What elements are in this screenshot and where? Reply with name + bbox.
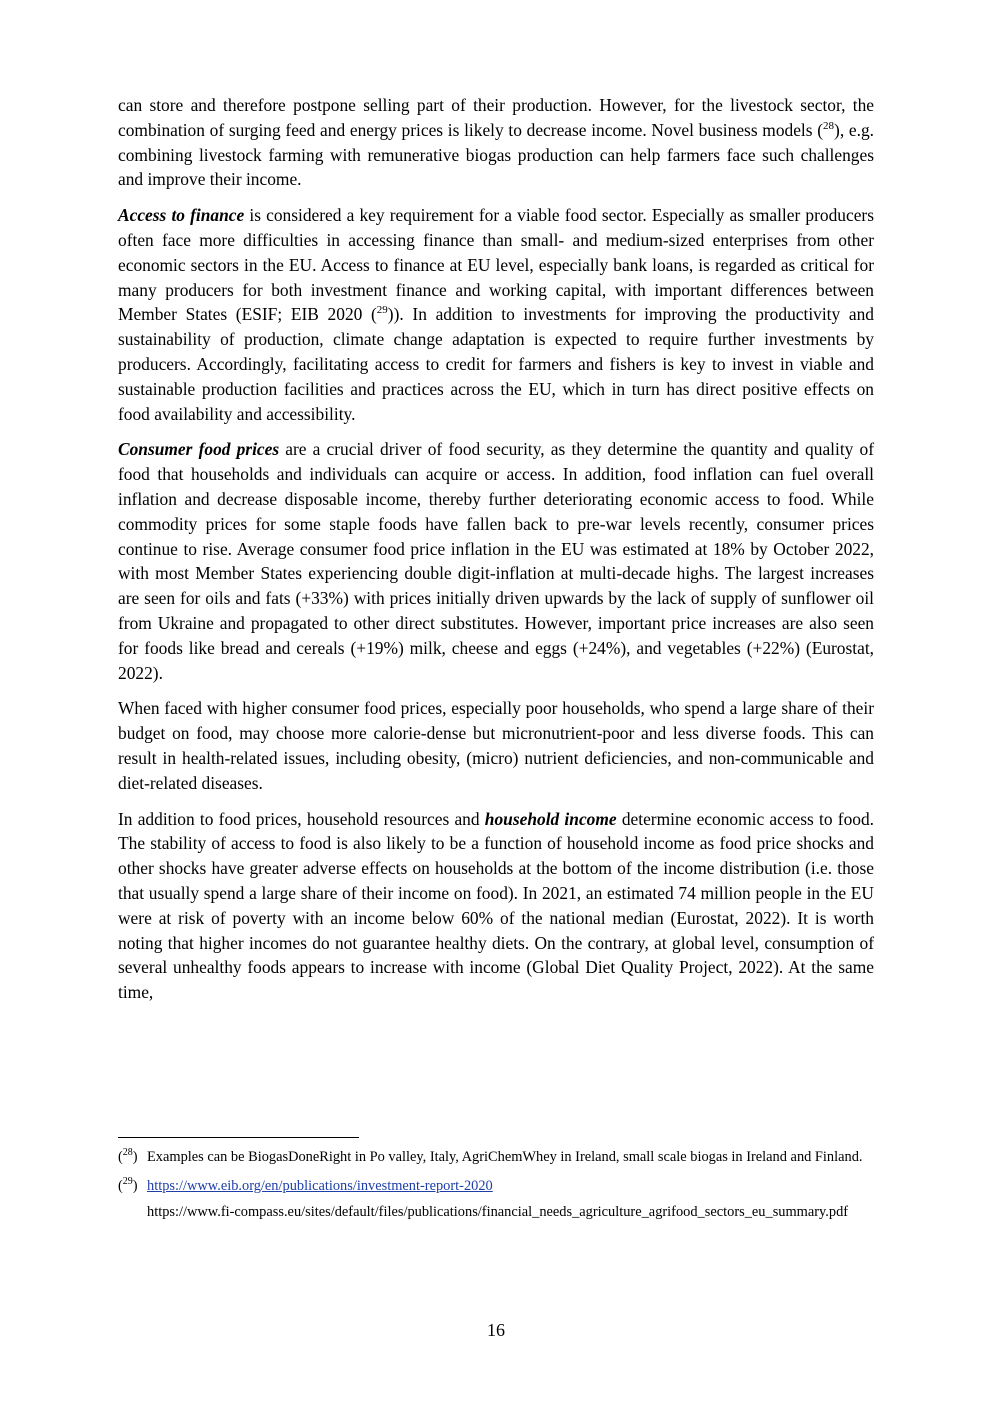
footnote-28	[118, 1148, 874, 1168]
paragraph-poor-households	[118, 696, 874, 795]
footnote-marker	[118, 1177, 147, 1197]
paragraph-livestock	[118, 93, 874, 192]
paragraph-text: determine economic access to food. The stability of access to food is also likely to be a function of household income as food price shocks and other shocks have greater adverse effects on households at the bottom of the income distribution (i.e. those that usually spend a large share of their income on food). In 2021, an estimated 74 million people in the EU were at risk of poverty with an income below 60% of the national median (Eurostat, 2022). It is worth noting that higher incomes do not guarantee healthy diets. On the contrary, at global level, consumption of several unhealthy foods appears to increase with income (Global Diet Quality Project, 2022). At the same time,	[118, 808, 875, 1003]
eib-report-link[interactable]: https://www.eib.org/en/publications/investment-report-2020	[147, 1177, 493, 1194]
footnote-marker	[118, 1148, 147, 1168]
paragraph-text: ), e.g. combining livestock farming with remunerative biogas production can help farmers face such challenges and improve their income.	[118, 119, 874, 190]
key-term: Consumer food prices	[118, 439, 280, 460]
marker-open: (	[118, 1177, 123, 1194]
paragraph-text: are a crucial driver of food security, as they determine the quantity and quality of food that households and individuals can acquire or access. In addition, food inflation can fuel overall inflation and decrease disposable income, thereby further deteriorating economic access to food. While commodity prices for some staple foods have fallen back to pre-war levels recently, consumer prices continue to rise. Average consumer food price inflation in the EU was estimated at 18% by October 2022, with most Member States experiencing double digit-inflation at multi-decade highs. The largest increases are seen for oils and fats (+33%) with prices initially driven upwards by the lack of supply of sunflower oil from Ukraine and propagated to other direct substitutes. However, important price increases are also seen for foods like bread and cereals (+19%) milk, cheese and eggs (+24%), and vegetables (+22%) (Eurostat, 2022).	[118, 439, 875, 683]
footnote-text	[147, 1177, 874, 1197]
footnote-ref-29[interactable]: 29	[376, 304, 388, 317]
footnote-text: Examples can be BiogasDoneRight in Po valley, Italy, AgriChemWhey in Ireland, small scale biogas in Ireland and Finland.	[147, 1149, 863, 1165]
marker-open: (	[118, 1149, 123, 1165]
footnotes	[118, 1148, 874, 1223]
key-term: household income	[484, 808, 617, 829]
document-body	[118, 93, 874, 1016]
paragraph-text: can store and therefore postpone selling part of their production. However, for the livestock sector, the combination of surging feed and energy prices is likely to decrease income. Novel business models (	[118, 95, 874, 140]
marker-number: 28	[122, 1147, 133, 1159]
paragraph-text: is considered a key requirement for a viable food sector. Especially as smaller producers often face more difficulties in accessing finance than small- and medium-sized enterprises from other economic sectors in the EU. Access to finance at EU level, especially bank loans, is regarded as critical for many producers for both investment finance and working capital, with important differences between Member States (ESIF; EIB 2020 (	[118, 205, 874, 325]
footnote-ref-28[interactable]: 28	[823, 120, 835, 132]
key-term: Access to finance	[118, 205, 245, 226]
paragraph-text: In addition to food prices, household resources and	[118, 808, 485, 829]
footnote-separator	[118, 1137, 359, 1138]
paragraph-access-to-finance	[118, 203, 874, 426]
page-number: 16	[487, 1320, 505, 1340]
paragraph-text: )). In addition to investments for improving the productivity and sustainability of production, climate change adaptation is expected to require further investments by producers. Accordingly, facilitating access to credit for farmers and fishers is key to invest in viable and sustainable production facilities and practices across the EU, which in turn has direct positive effects on food availability and accessibility.	[118, 304, 874, 424]
footnote-29	[118, 1177, 874, 1197]
fi-compass-url: https://www.fi-compass.eu/sites/default/files/publications/financial_needs_agriculture_agrifood_sectors_eu_summary.pdf	[147, 1204, 849, 1220]
paragraph-consumer-food-prices	[118, 437, 874, 685]
marker-close: )	[132, 1149, 138, 1165]
marker-number: 29	[122, 1175, 133, 1187]
paragraph-text: When faced with higher consumer food prices, especially poor households, who spend a large share of their budget on food, may choose more calorie-dense but micronutrient-poor and less diverse foods. This can result in health-related issues, including obesity, (micro) nutrient deficiencies, and non-communicable and diet-related diseases.	[118, 698, 874, 793]
marker-close: )	[132, 1177, 138, 1194]
paragraph-household-income	[118, 807, 874, 1005]
